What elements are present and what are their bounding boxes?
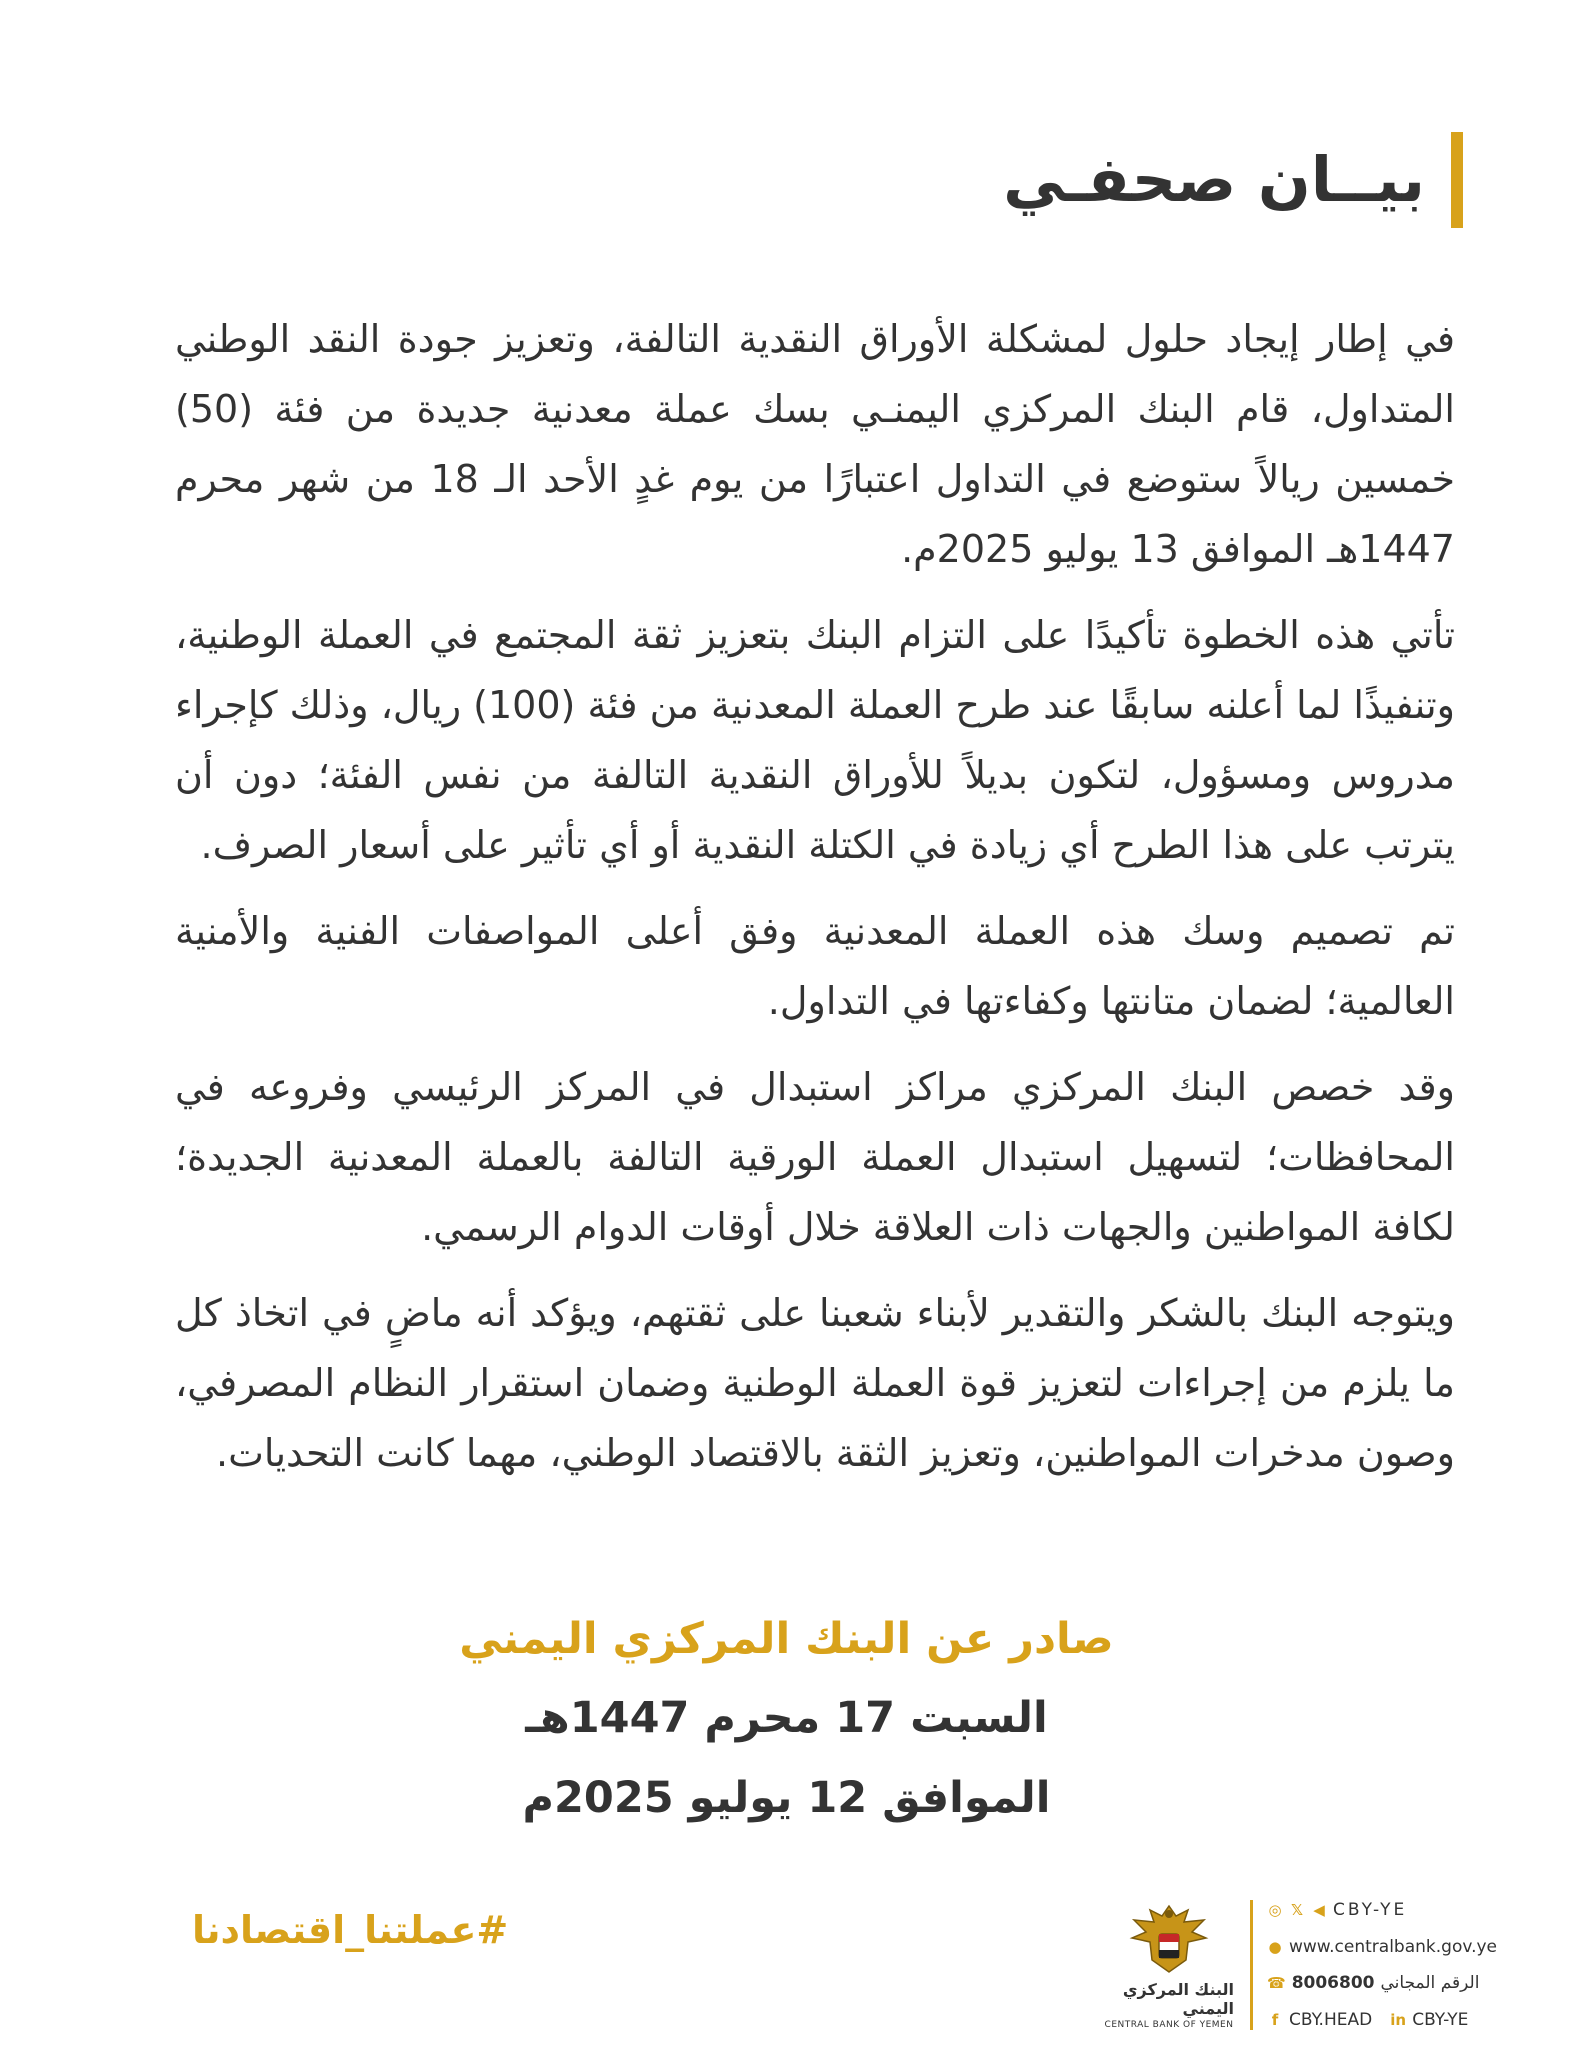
logo-name-en: CENTRAL BANK OF YEMEN [1104, 2020, 1234, 2030]
website-link[interactable]: www.centralbank.gov.ye [1289, 1936, 1498, 1957]
paragraph-2: تأتي هذه الخطوة تأكيدًا على التزام البنك بتعزيز ثقة المجتمع في العملة الوطنية، وتنفيذًا لما أعلنه سابقًا عند طرح العملة المعدنية من فئة (100) ريال، وذلك كإجراء مدروس ومسؤول، لتكون بديلاً للأوراق النقدية التالفة من نفس الفئة؛ دون أن يترتب على هذا الطرح أي زيادة في الكتلة النقدية أو أي تأثير على أسعار الصرف. [175, 613, 1456, 867]
globe-icon: ● [1268, 1937, 1282, 1956]
paragraph-4: وقد خصص البنك المركزي مراكز استبدال في المركز الرئيسي وفروعه في المحافظات؛ لتسهيل استبدال العملة الورقية التالفة بالعملة المعدنية الجديدة؛ لكافة المواطنين والجهات ذات العلاقة خلال أوقات الدوام الرسمي. [175, 1065, 1455, 1249]
footer-divider [1250, 1900, 1253, 2030]
linkedin-handle[interactable]: CBY-YE [1412, 2009, 1469, 2030]
title-accent-bar [1451, 132, 1463, 228]
tollfree-row [1267, 1973, 1507, 1993]
telegram-icon[interactable]: ◀ [1313, 1901, 1325, 1919]
statement-body [175, 304, 1455, 1504]
paragraph-5: ويتوجه البنك بالشكر والتقدير لأبناء شعبنا على ثقتهم، ويؤكد أنه ماضٍ في اتخاذ كل ما يلزم من إجراءات لتعزيز قوة العملة الوطنية وضمان استقرار النظام المصرفي، وصون مدخرات المواطنين، وتعزيز الثقة بالاقتصاد الوطني، مهما كانت التحديات. [175, 1291, 1455, 1475]
paragraph-3: تم تصميم وسك هذه العملة المعدنية وفق أعلى المواصفات الفنية والأمنية العالمية؛ لضمان متانتها وكفاءتها في التداول. [175, 909, 1455, 1023]
phone-icon: ☎ [1267, 1974, 1286, 1993]
gregorian-date: الموافق 12 يوليو 2025م [522, 1773, 1051, 1823]
social-row [1267, 1900, 1507, 1920]
logo-name-ar: البنك المركزي اليمني [1122, 1980, 1234, 2018]
hashtag: #عملتنا_اقتصادنا [192, 1908, 509, 1952]
tollfree-number[interactable]: 8006800 [1291, 1973, 1375, 1994]
footer [1104, 1900, 1507, 2030]
page-title: بيــان صحفـي [1003, 143, 1425, 216]
facebook-icon[interactable]: f [1271, 2010, 1279, 2029]
linkedin-icon[interactable]: in [1390, 2010, 1407, 2029]
issuer-line: صادر عن البنك المركزي اليمني [459, 1614, 1114, 1664]
x-icon[interactable]: 𝕏 [1290, 1901, 1304, 1919]
signature-block [0, 1600, 1573, 1838]
instagram-icon[interactable]: ◎ [1268, 1901, 1282, 1919]
eagle-emblem-icon [1126, 1900, 1212, 1978]
bank-logo [1104, 1900, 1234, 2030]
website-row [1267, 1937, 1507, 1957]
paragraph-1: في إطار إيجاد حلول لمشكلة الأوراق النقدية التالفة، وتعزيز جودة النقد الوطني المتداول، قام البنك المركزي اليمنـي بسك عملة معدنية جديدة من فئة (50) خمسين ريالاً ستوضع في التداول اعتبارًا من يوم غدٍ الأحد الـ 18 من شهر محرم 1447هـ الموافق 13 يوليو 2025م. [175, 317, 1455, 571]
contact-block [1267, 1900, 1507, 2030]
social-row-2 [1267, 2010, 1507, 2030]
tollfree-label: الرقم المجاني [1380, 1973, 1480, 1994]
facebook-handle[interactable]: CBY.HEAD [1289, 2009, 1373, 2030]
social-handle[interactable]: CBY-YE [1333, 1900, 1408, 1920]
title-block [1003, 130, 1463, 230]
hijri-date: السبت 17 محرم 1447هـ [525, 1693, 1048, 1743]
